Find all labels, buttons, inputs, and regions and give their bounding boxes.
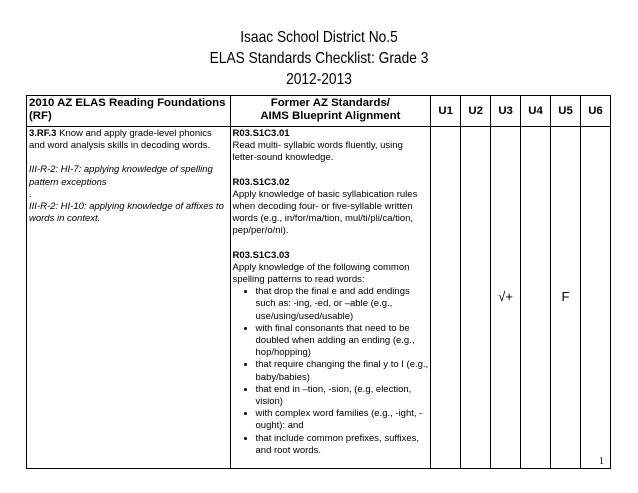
list-item: • that require changing the final y to I (e.g., baby/babies)	[256, 359, 429, 383]
unit-mark-u2	[461, 127, 491, 469]
header-former-line1: Former AZ Standards/	[270, 97, 390, 109]
former-text-2: Apply knowledge of basic syllabication rules when decoding four- or five-syllable written words (e.g., in/for/ma/tion, mul/ti/pli/ca/tion, pep/per/o/ni).	[232, 188, 418, 237]
former-code-1: R03.S1C3.01	[232, 128, 290, 139]
title-checklist: ELAS Standards Checklist: Grade 3	[209, 50, 429, 67]
hi7-text: III-R-2: HI-7: applying knowledge of spelling pattern exceptions	[29, 164, 213, 188]
header-u6: U6	[580, 96, 610, 127]
unit-mark-u6	[580, 127, 610, 469]
list-item: • that drop the final e and add endings such as: -ing, -ed, or –able (e.g., use/using/used/usable)	[256, 286, 429, 323]
list-item: • with final consonants that need to be doubled when adding an ending (e.g., hop/hopping)	[256, 323, 429, 360]
unit-mark-u1	[431, 127, 461, 469]
dot-text: .	[29, 188, 32, 200]
document-title	[0, 27, 638, 90]
unit-mark-u3: √+	[491, 127, 521, 469]
header-reading-foundations: 2010 AZ ELAS Reading Foundations (RF)	[27, 96, 231, 127]
page-number: 1	[599, 456, 604, 467]
list-item: • that end in –tion, -sion, (e.g, election, vision)	[256, 384, 429, 408]
header-former-line2: AIMS Blueprint Alignment	[260, 110, 401, 122]
standard-cell	[27, 127, 231, 469]
header-u5: U5	[551, 96, 581, 127]
hi10-text: III-R-2: HI-10: applying knowledge of affixes to words in context.	[29, 201, 224, 225]
former-text-3: Apply knowledge of the following common spelling patterns to read words:	[232, 261, 410, 286]
table-row	[27, 127, 611, 469]
former-code-3: R03.S1C3.03	[232, 249, 290, 261]
header-u2: U2	[461, 96, 491, 127]
header-u3: U3	[491, 96, 521, 127]
header-former-standards	[230, 96, 431, 127]
standard-text: Know and apply grade-level phonics and word analysis skills in decoding words.	[29, 128, 212, 152]
header-u4: U4	[521, 96, 551, 127]
former-text-1: Read multi- syllabic words fluently, using letter-sound knowledge.	[232, 140, 403, 164]
title-year: 2012-2013	[286, 71, 352, 88]
unit-mark-u4	[521, 127, 551, 469]
spelling-pattern-list	[233, 286, 429, 457]
header-u1: U1	[431, 96, 461, 127]
standards-table	[26, 95, 611, 469]
list-item: • that include common prefixes, suffixes, and root words.	[256, 433, 429, 457]
unit-mark-u5: F	[551, 127, 581, 469]
title-district: Isaac School District No.5	[240, 29, 398, 46]
list-item: • with complex word families (e.g., -ight, -ought): and	[256, 408, 429, 432]
former-code-2: R03.S1C3.02	[232, 176, 290, 188]
standard-statement	[29, 128, 228, 152]
header-row	[27, 96, 611, 127]
standard-code: 3.RF.3	[29, 128, 57, 139]
former-standards-cell	[230, 127, 431, 469]
